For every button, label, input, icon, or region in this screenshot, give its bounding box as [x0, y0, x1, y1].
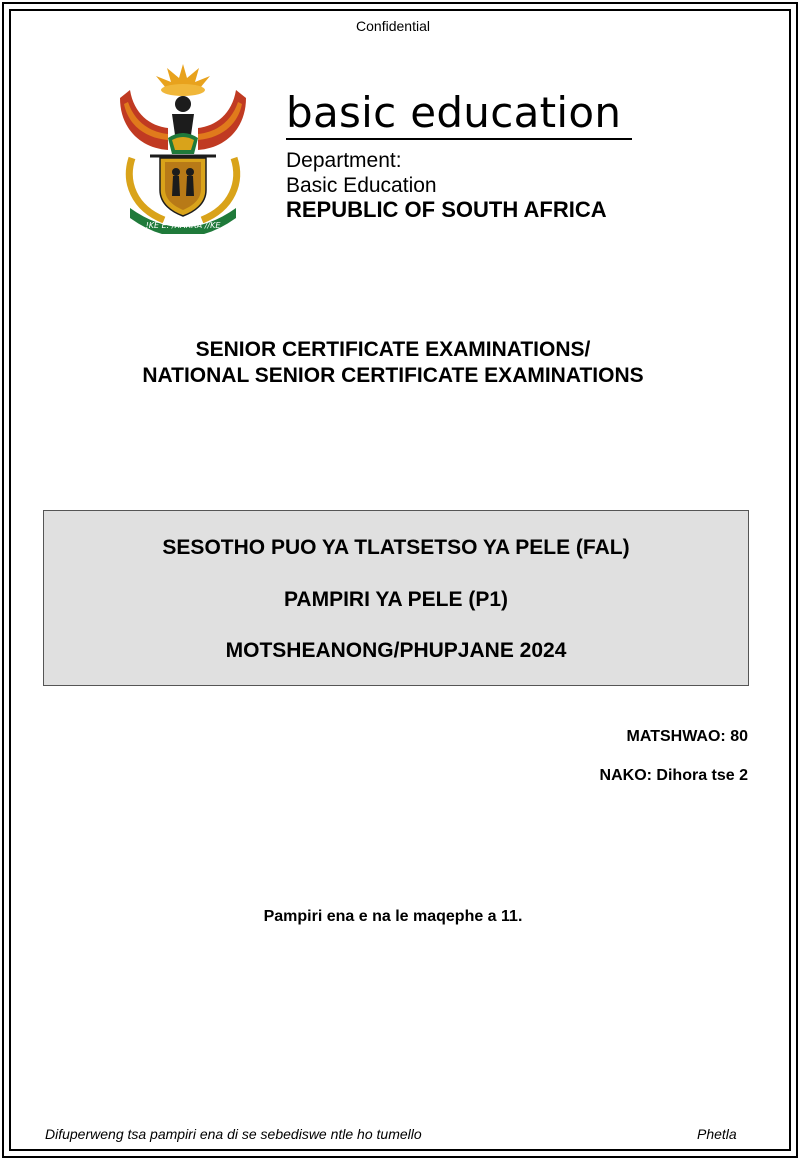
paper-number: PAMPIRI YA PELE (P1) — [283, 588, 509, 611]
department-label: Department: — [286, 149, 402, 172]
crest-motto: !KE E: /XARRA //KE — [145, 221, 221, 230]
turn-over-label: Phetla — [697, 1126, 737, 1142]
copyright-notice: Difuperweng tsa pampiri ena di se sebediswe ntle ho tumello — [45, 1126, 422, 1142]
exam-heading-line-2: NATIONAL SENIOR CERTIFICATE EXAMINATIONS — [142, 364, 644, 387]
department-name: Basic Education — [286, 174, 437, 197]
brand-wordmark: basic education — [286, 88, 622, 137]
subject-title: SESOTHO PUO YA TLATSETSO YA PELE (FAL) — [162, 536, 630, 559]
exam-session: MOTSHEANONG/PHUPJANE 2024 — [225, 639, 567, 662]
confidential-label: Confidential — [356, 18, 430, 34]
coat-of-arms-icon — [110, 58, 256, 234]
exam-heading-line-1: SENIOR CERTIFICATE EXAMINATIONS/ — [195, 338, 591, 361]
country-name: REPUBLIC OF SOUTH AFRICA — [286, 197, 607, 222]
paper-title-box — [43, 510, 749, 686]
total-marks: MATSHWAO: 80 — [626, 728, 748, 745]
exam-duration: NAKO: Dihora tse 2 — [599, 767, 748, 784]
page-count-note: Pampiri ena e na le maqephe a 11. — [263, 908, 523, 925]
sun-rays — [156, 64, 210, 96]
brand-rule — [286, 138, 632, 140]
